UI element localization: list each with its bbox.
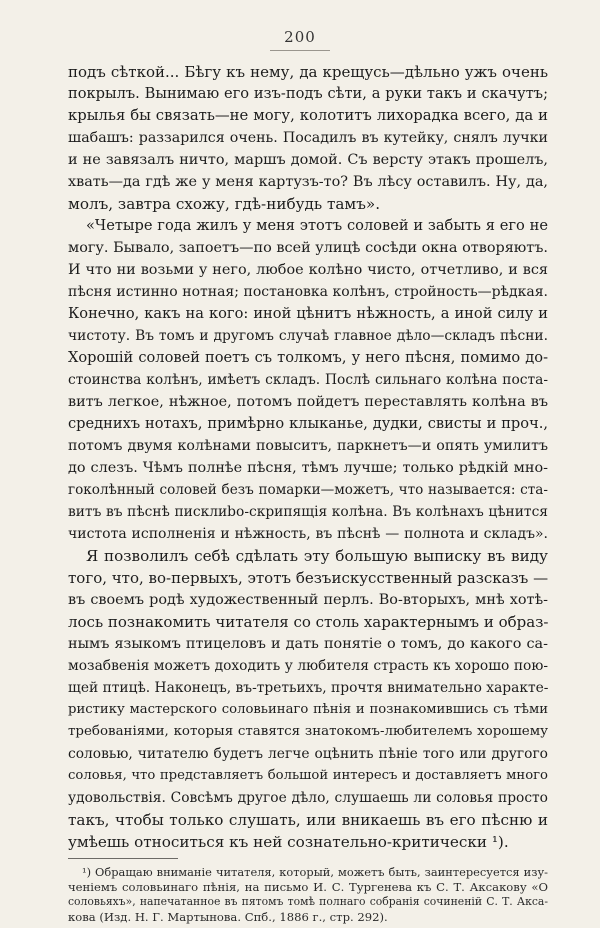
- text-line: И что ни возьми у него, любое колѣно чисто, отчетливо, и вся: [68, 262, 548, 278]
- text-line: щей птицѣ. Наконецъ, въ-третьихъ, прочтя внимательно характе-: [68, 680, 548, 696]
- text-line: Конечно, какъ на кого: иной цѣнитъ нѣжность, а иной силу и: [68, 305, 548, 322]
- footnote-rule: [68, 858, 178, 859]
- text-line: соловья, что представляетъ большой интересъ и доставляетъ много: [68, 768, 548, 783]
- footnote-line: соловьяхъ», напечатанное въ пятомъ томѣ полнаго собранія сочиненій С. Т. Акса-: [68, 895, 548, 908]
- text-line: до слезъ. Чѣмъ полнѣе пѣсня, тѣмъ лучше; только рѣдкій мно-: [68, 460, 548, 476]
- text-line: такъ, чтобы только слушать, или вникаешь въ его пѣсню и: [68, 811, 548, 829]
- footnote-line: кова (Изд. Н. Г. Мартынова. Спб., 1886 г., стр. 292).: [68, 910, 388, 924]
- paragraph-first-line: Я позволилъ себѣ сдѣлать эту большую выписку въ виду: [86, 547, 548, 565]
- text-line: нымъ языкомъ птицеловъ и дать понятіе о томъ, до какого са-: [68, 636, 548, 652]
- text-line: того, что, во-первыхъ, этотъ безъискусственный разсказъ —: [68, 569, 548, 587]
- text-line: витъ легкое, нѣжное, потомъ пойдетъ переставлять колѣна въ: [68, 394, 548, 410]
- text-line: чистота исполненія и нѣжность, въ пѣснѣ — полнота и складъ».: [68, 526, 548, 542]
- footnote-line: ¹) Обращаю вниманіе читателя, который, можетъ быть, заинтересуется изу-: [82, 865, 548, 879]
- text-line: мозабвенія можетъ доходить у любителя страсть къ хорошо пою-: [68, 658, 548, 674]
- text-line: молъ, завтра схожу, гдѣ-нибудь тамъ».: [68, 195, 381, 213]
- text-line: витъ въ пѣснѣ писклиbо-скрипящія колѣна. Въ колѣнахъ цѣнится: [68, 504, 548, 520]
- text-line: пѣсня истинно нотная; постановка колѣнъ, стройность—рѣдкая.: [68, 284, 548, 300]
- text-line: крылья бы связать—не могу, колотитъ лихорадка всего, да и: [68, 107, 548, 124]
- text-line: чистоту. Въ томъ и другомъ случаѣ главное дѣло—складъ пѣсни.: [68, 328, 548, 344]
- header-rule: [270, 50, 330, 51]
- text-line: въ своемъ родѣ художественный перлъ. Во-вторыхъ, мнѣ хотѣ-: [68, 592, 548, 608]
- text-line: удовольствія. Совсѣмъ другое дѣло, слушаешь ли соловья просто: [68, 790, 548, 806]
- text-line: лось познакомить читателя со столь характернымъ и образ-: [68, 613, 548, 631]
- page-number: 200: [284, 28, 316, 46]
- text-line: умѣешь относиться къ ней сознательно-критически ¹).: [68, 833, 509, 851]
- footnote-line: ченіемъ соловьинаго пѣнія, на письмо И. С. Тургенева къ С. Т. Аксакову «О: [68, 880, 548, 894]
- text-line: подъ сѣткой... Бѣгу къ нему, да крещусь—дѣльно ужъ очень: [68, 63, 548, 81]
- text-line: гоколѣнный соловей безъ помарки—можетъ, что называется: ста-: [68, 482, 548, 498]
- text-line: хвать—да гдѣ же у меня картузъ-то? Въ лѣсу оставилъ. Ну, да,: [68, 174, 548, 190]
- text-line: и не завязалъ ничто, маршъ домой. Съ версту этакъ прошелъ,: [68, 152, 548, 168]
- text-line: могу. Бывало, запоетъ—по всей улицѣ сосѣди окна отворяютъ.: [68, 240, 548, 256]
- text-line: ристику мастерского соловьинаго пѣнія и познакомившись съ тѣми: [68, 702, 548, 717]
- text-line: среднихъ нотахъ, примѣрно клыканье, дудки, свисты и проч.,: [68, 415, 548, 432]
- text-line: стоинства колѣнъ, имѣетъ складъ. Послѣ сильнаго колѣна поста-: [68, 372, 548, 388]
- paragraph-first-line: «Четыре года жилъ у меня этотъ соловей и забыть я его не: [86, 217, 548, 234]
- text-line: требованіями, которыя ставятся знатокомъ-любителемъ хорошему: [68, 724, 548, 739]
- text-line: шабашъ: раззарился очень. Посадилъ въ кутейку, снялъ лучки: [68, 130, 548, 146]
- text-line: Хорошій соловей поетъ съ толкомъ, у него пѣсня, помимо до-: [68, 349, 548, 366]
- text-line: соловью, читателю будетъ легче оцѣнить пѣніе того или другого: [68, 746, 548, 762]
- text-line: покрылъ. Вынимаю его изъ-подъ сѣти, а руки такъ и скачутъ;: [68, 85, 548, 102]
- text-line: потомъ двумя колѣнами повыситъ, паркнетъ—и опять умилитъ: [68, 438, 548, 454]
